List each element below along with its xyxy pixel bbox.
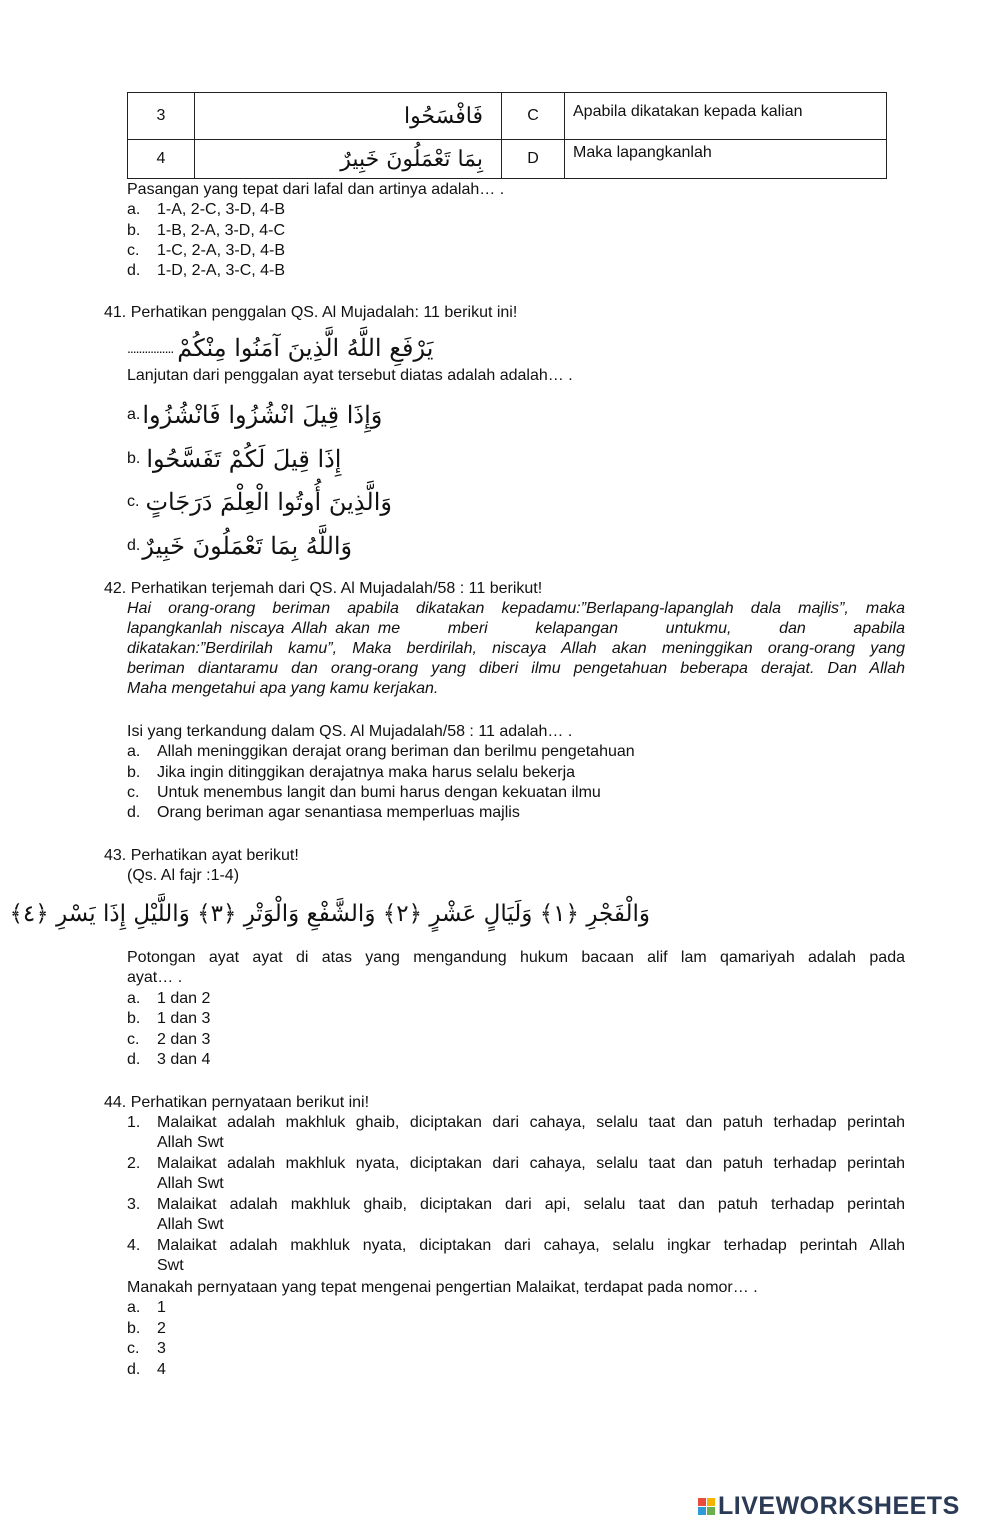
question-title: 41. Perhatikan penggalan QS. Al Mujadalah: 11 berikut ini! — [104, 304, 518, 321]
option-text: 3 — [157, 1340, 166, 1357]
option-text: 1 — [157, 1299, 166, 1316]
option-a[interactable] — [127, 989, 210, 1009]
option-text: 2 — [157, 1320, 166, 1337]
option-c[interactable] — [127, 484, 392, 520]
logo-block — [707, 1507, 715, 1515]
table-row — [128, 140, 887, 179]
translation-line: Hai orang-orang beriman apabila dikatakan kepadamu:”Berlapang-lapanglah dala majlis”, maka — [127, 600, 905, 617]
blank-dots: ................ — [127, 340, 174, 356]
arabic-verse: يَرْفَعِ اللَّهُ الَّذِينَ آمَنُوا مِنْكُمْ — [177, 334, 434, 362]
option-letter: c. — [127, 784, 140, 801]
option-text: Jika ingin ditinggikan derajatnya maka harus selalu bekerja — [157, 764, 576, 781]
option-letter: b. — [127, 222, 141, 239]
logo-block — [698, 1507, 706, 1515]
statement-text: Malaikat adalah makhluk ghaib, diciptakan dari api, selalu taat dan patuh terhadap perintah — [157, 1196, 905, 1213]
option-letter: a. — [127, 990, 141, 1007]
option-letter: c. — [127, 493, 140, 510]
logo-block — [698, 1498, 706, 1506]
table-row — [128, 93, 887, 140]
option-letter: d. — [127, 804, 141, 821]
matching-table — [127, 92, 887, 179]
option-c[interactable] — [127, 1339, 166, 1359]
translation-block — [127, 599, 905, 699]
translation-line: lapangkanlah niscaya Allah akan me mberi kelapangan untukmu, dan apabila — [127, 620, 905, 637]
option-d[interactable] — [127, 261, 285, 281]
option-text: 2 dan 3 — [157, 1031, 211, 1048]
option-d[interactable] — [127, 1050, 210, 1070]
question-stem: Manakah pernyataan yang tepat mengenai pengertian Malaikat, terdapat pada nomor… . — [127, 1279, 758, 1296]
statement-text: Malaikat adalah makhluk ghaib, diciptakan dari cahaya, selalu taat dan patuh terhadap perintah — [157, 1114, 905, 1131]
question-title: 43. Perhatikan ayat berikut! — [104, 847, 299, 864]
option-a[interactable] — [127, 200, 285, 220]
arabic-option: وَإِذَا قِيلَ انْشُزُوا فَانْشُزُوا — [142, 401, 383, 429]
option-b[interactable] — [127, 1319, 166, 1339]
option-text: 3 dan 4 — [157, 1051, 211, 1068]
option-text: 1 dan 3 — [157, 1010, 211, 1027]
arabic-verses — [9, 894, 650, 934]
statement-text: Allah Swt — [157, 1134, 224, 1151]
option-b[interactable] — [127, 441, 341, 477]
question-stem — [127, 948, 905, 988]
option-d[interactable] — [127, 1360, 166, 1380]
option-letter: c. — [127, 1340, 140, 1357]
logo-block — [707, 1498, 715, 1506]
arabic-verse-fragment — [127, 330, 433, 366]
option-letter: c. — [127, 1031, 140, 1048]
translation-line: beriman diantaramu dan orang-orang yang diberi ilmu pengetahuan beberapa derajat. Dan Allah — [127, 660, 905, 677]
option-text: 1-B, 2-A, 3-D, 4-C — [157, 222, 286, 239]
translation-line: Maha mengetahui apa yang kamu kerjakan. — [127, 680, 439, 697]
option-letter: d. — [127, 537, 141, 554]
option-letter: d. — [127, 1361, 141, 1378]
option-d[interactable] — [127, 803, 520, 823]
statement-text: Swt — [157, 1257, 184, 1274]
option-letter: a. — [127, 743, 141, 760]
statement-number: 2. — [127, 1155, 141, 1172]
statement-number: 4. — [127, 1237, 141, 1254]
option-letter: c. — [127, 242, 140, 259]
arabic-verse: وَالْفَجْرِ ﴿١﴾ وَلَيَالٍ عَشْرٍ ﴿٢﴾ وَالشَّفْعِ وَالْوَتْرِ ﴿٣﴾ وَاللَّيْلِ إِذَا يَسْرِ ﴿٤﴾ — [9, 901, 650, 927]
statement-text: Allah Swt — [157, 1175, 224, 1192]
arabic-phrase: فَافْسَحُوا — [195, 93, 502, 140]
option-a[interactable] — [127, 742, 635, 762]
option-c[interactable] — [127, 241, 285, 261]
option-letter: d. — [127, 1051, 141, 1068]
option-a[interactable] — [127, 1298, 166, 1318]
option-a[interactable] — [127, 397, 382, 433]
option-b[interactable] — [127, 1009, 210, 1029]
question-title: 44. Perhatikan pernyataan berikut ini! — [104, 1094, 370, 1111]
stem-line: Potongan ayat ayat di atas yang mengandung hukum bacaan alif lam qamariyah adalah pada — [127, 949, 905, 966]
option-letter: d. — [127, 262, 141, 279]
option-text: 1-A, 2-C, 3-D, 4-B — [157, 201, 286, 218]
option-b[interactable] — [127, 221, 285, 241]
option-d[interactable] — [127, 528, 352, 564]
option-text: Untuk menembus langit dan bumi harus dengan kekuatan ilmu — [157, 784, 601, 801]
statement-number: 3. — [127, 1196, 141, 1213]
option-text: Orang beriman agar senantiasa memperluas majlis — [157, 804, 520, 821]
option-b[interactable] — [127, 763, 575, 783]
row-number: 3 — [128, 93, 195, 140]
arabic-option: إِذَا قِيلَ لَكُمْ تَفَسَّحُوا — [146, 445, 342, 473]
question-stem: Lanjutan dari penggalan ayat tersebut diatas adalah adalah… . — [127, 367, 573, 384]
option-letter: a. — [127, 201, 141, 218]
row-key: D — [502, 140, 565, 179]
liveworksheets-logo[interactable] — [698, 1491, 960, 1520]
row-meaning: Maka lapangkanlah — [565, 140, 887, 179]
option-letter: b. — [127, 764, 141, 781]
question-title: 42. Perhatikan terjemah dari QS. Al Mujadalah/58 : 11 berikut! — [104, 580, 543, 597]
option-text: 1-D, 2-A, 3-C, 4-B — [157, 262, 286, 279]
question-stem: Pasangan yang tepat dari lafal dan artinya adalah… . — [127, 181, 505, 198]
option-c[interactable] — [127, 783, 601, 803]
option-letter: a. — [127, 1299, 141, 1316]
verse-source: (Qs. Al fajr :1-4) — [127, 867, 240, 884]
arabic-option: وَاللَّهُ بِمَا تَعْمَلُونَ خَبِيرٌ — [142, 532, 353, 560]
translation-line: dikatakan:”Berdirilah kamu”, Maka berdirilah, niscaya Allah akan meninggikan orang-orang yang — [127, 640, 905, 657]
option-letter: b. — [127, 1010, 141, 1027]
statement-number: 1. — [127, 1114, 141, 1131]
arabic-option: وَالَّذِينَ أُوتُوا الْعِلْمَ دَرَجَاتٍ — [145, 488, 392, 516]
option-text: 1-C, 2-A, 3-D, 4-B — [157, 242, 286, 259]
logo-blocks-icon — [698, 1498, 715, 1515]
statement-text: Malaikat adalah makhluk nyata, diciptakan dari cahaya, selalu ingkar terhadap perintah Allah — [157, 1237, 905, 1254]
option-letter: a. — [127, 406, 141, 423]
option-text: 4 — [157, 1361, 166, 1378]
option-letter: b. — [127, 1320, 141, 1337]
option-text: 1 dan 2 — [157, 990, 211, 1007]
arabic-phrase: بِمَا تَعْمَلُونَ خَبِيرٌ — [195, 140, 502, 179]
logo-text: LIVEWORKSHEETS — [718, 1491, 960, 1520]
statement-text: Malaikat adalah makhluk nyata, diciptakan dari cahaya, selalu taat dan patuh terhadap perintah — [157, 1155, 905, 1172]
option-letter: b. — [127, 450, 141, 467]
question-stem: Isi yang terkandung dalam QS. Al Mujadalah/58 : 11 adalah… . — [127, 723, 573, 740]
option-c[interactable] — [127, 1030, 210, 1050]
option-text: Allah meninggikan derajat orang beriman dan berilmu pengetahuan — [157, 743, 635, 760]
stem-line: ayat… . — [127, 969, 183, 986]
row-number: 4 — [128, 140, 195, 179]
row-key: C — [502, 93, 565, 140]
row-meaning: Apabila dikatakan kepada kalian — [565, 93, 887, 140]
statement-text: Allah Swt — [157, 1216, 224, 1233]
